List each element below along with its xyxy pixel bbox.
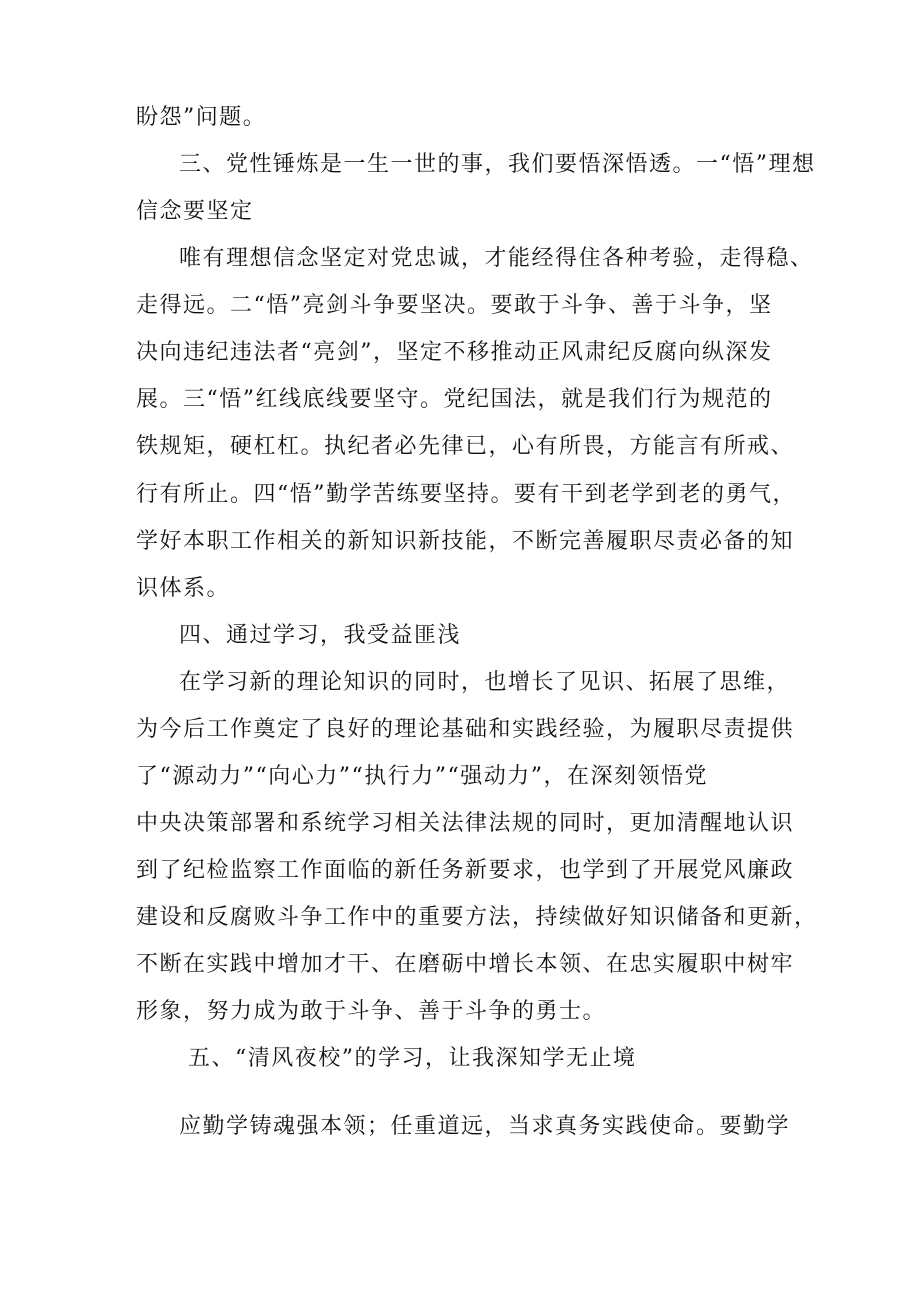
line-text: 铁规矩，硬杠杠。执纪者必先律已，心有所畏，方能言有所戒、 [136,434,795,459]
line-text: 形象，努力成为敢于斗争、善于斗争的勇士。 [136,999,607,1024]
line-text: 识体系。 [136,576,231,601]
line-text: 建设和反腐败斗争工作中的重要方法，持续做好知识储备和更新， [136,905,818,930]
line-text: 为今后工作奠定了良好的理论基础和实践经验，为履职尽责提供 [136,717,795,742]
line-text: 了“源动力”“向心力”“执行力”“强动力”，在深刻领悟党 [136,764,708,789]
line-text: 三、党性锤炼是一生一世的事，我们要悟深悟透。一“悟”理想 [179,152,816,177]
line-text: 五、“清风夜校”的学习，让我深知学无止境 [188,1046,637,1071]
line-text: 盼怨”问题。 [136,105,267,130]
line-text: 信念要坚定 [136,199,254,224]
line-text: 不断在实践中增加才干、在磨砺中增长本领、在忠实履职中树牢 [136,952,795,977]
line-text: 决向违纪违法者“亮剑”，坚定不移推动正风肃纪反腐向纵深发 [136,340,773,365]
line-text: 四、通过学习，我受益匪浅 [179,623,462,648]
line-text: 行有所止。四“悟”勤学苦练要坚持。要有干到老学到老的勇气， [136,482,796,507]
line-text: 唯有理想信念坚定对党忠诚，才能经得住各种考验，走得稳、 [179,246,814,271]
line-text: 学好本职工作相关的新知识新技能，不断完善履职尽责必备的知 [136,529,795,554]
line-text: 在学习新的理论知识的同时，也增长了见识、拓展了思维， [179,670,791,695]
line-text: 应勤学铸魂强本领；任重道远，当求真务实践使命。要勤学 [179,1114,791,1139]
line-text: 展。三“悟”红线底线要坚守。党纪国法，就是我们行为规范的 [136,387,773,412]
line-text: 中央决策部署和系统学习相关法律法规的同时，更加清醒地认识 [136,811,795,836]
line-text: 走得远。二“悟”亮剑斗争要坚决。要敢于斗争、善于斗争，坚 [136,293,773,318]
line-text: 到了纪检监察工作面临的新任务新要求，也学到了开展党风廉政 [136,858,795,883]
